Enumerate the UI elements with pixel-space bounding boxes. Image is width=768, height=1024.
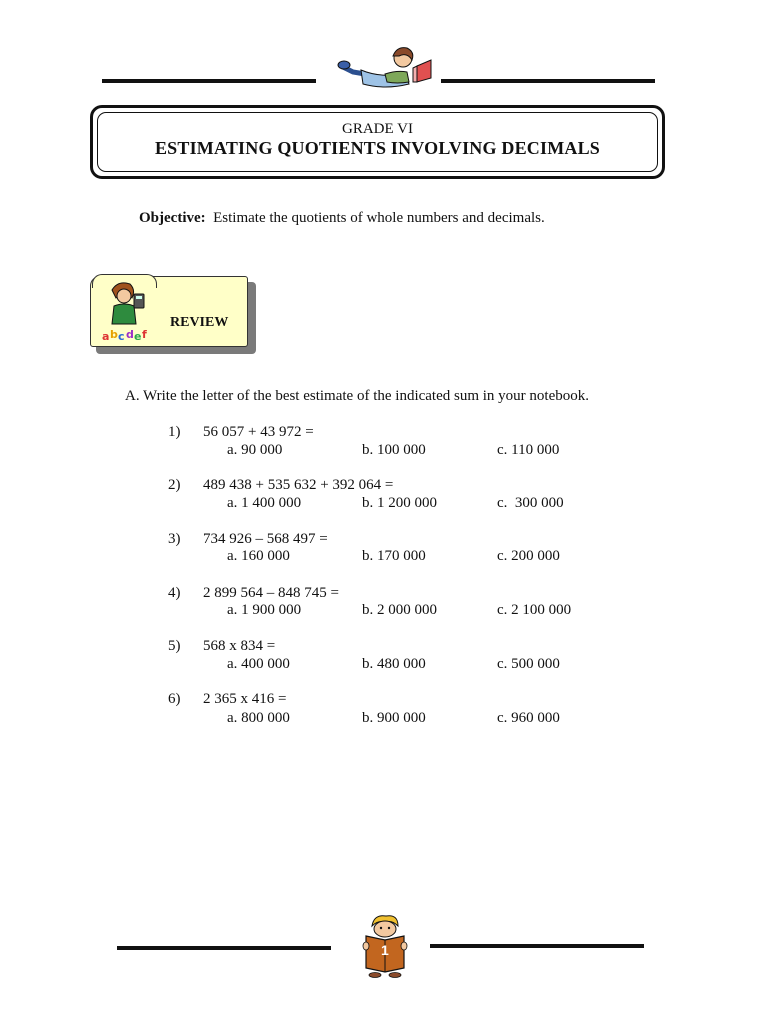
footer-rule-right	[430, 944, 644, 948]
question-text: 2 365 x 416 =	[203, 691, 287, 707]
page-title: ESTIMATING QUOTIENTS INVOLVING DECIMALS	[154, 138, 601, 158]
girl-reading-icon	[335, 44, 435, 92]
option-b: b. 1 200 000	[362, 495, 437, 511]
objective	[139, 210, 545, 227]
option-a: a. 1 400 000	[227, 495, 302, 511]
question-text: 734 926 – 568 497 =	[203, 531, 328, 547]
header-rule-right	[441, 79, 655, 83]
svg-text:d: d	[126, 328, 134, 341]
option-c: c. 300 000	[497, 495, 564, 511]
option-b: b. 480 000	[362, 656, 426, 672]
objective-text: Estimate the quotients of whole numbers and decimals.	[213, 210, 545, 226]
question-text: 2 899 564 – 848 745 =	[203, 585, 339, 601]
title-box	[90, 105, 665, 179]
svg-text:f: f	[142, 328, 147, 341]
option-a: a. 1 900 000	[227, 602, 302, 618]
option-c: c. 2 100 000	[497, 602, 572, 618]
page-number: 1	[381, 942, 389, 958]
question-number: 3)	[168, 531, 181, 547]
svg-text:b: b	[110, 328, 118, 341]
option-c: c. 960 000	[497, 710, 560, 726]
girl-with-calculator-icon	[100, 280, 152, 344]
question-number: 5)	[168, 638, 181, 654]
footer-rule-left	[117, 946, 331, 950]
option-b: b. 100 000	[362, 442, 426, 458]
question-number: 2)	[168, 477, 181, 493]
header-rule-left	[102, 79, 316, 83]
grade-label: GRADE VI	[342, 121, 413, 137]
question-number: 6)	[168, 691, 181, 707]
option-c: c. 110 000	[497, 442, 560, 458]
svg-text:e: e	[134, 330, 142, 343]
question-text: 568 x 834 =	[203, 638, 276, 654]
review-label: REVIEW	[170, 315, 229, 330]
option-b: b. 900 000	[362, 710, 426, 726]
svg-text:a: a	[102, 330, 110, 343]
question-text: 56 057 + 43 972 =	[203, 424, 314, 440]
question-number: 1)	[168, 424, 181, 440]
option-a: a. 90 000	[227, 442, 283, 458]
option-a: a. 400 000	[227, 656, 290, 672]
question-number: 4)	[168, 585, 181, 601]
question-text: 489 438 + 535 632 + 392 064 =	[203, 477, 394, 493]
section-a-instruction: A. Write the letter of the best estimate of the indicated sum in your notebook.	[125, 388, 589, 404]
objective-label: Objective:	[139, 210, 206, 226]
option-a: a. 800 000	[227, 710, 290, 726]
option-c: c. 200 000	[497, 548, 560, 564]
option-b: b. 170 000	[362, 548, 426, 564]
option-c: c. 500 000	[497, 656, 560, 672]
option-a: a. 160 000	[227, 548, 290, 564]
option-b: b. 2 000 000	[362, 602, 437, 618]
svg-text:c: c	[118, 330, 125, 343]
